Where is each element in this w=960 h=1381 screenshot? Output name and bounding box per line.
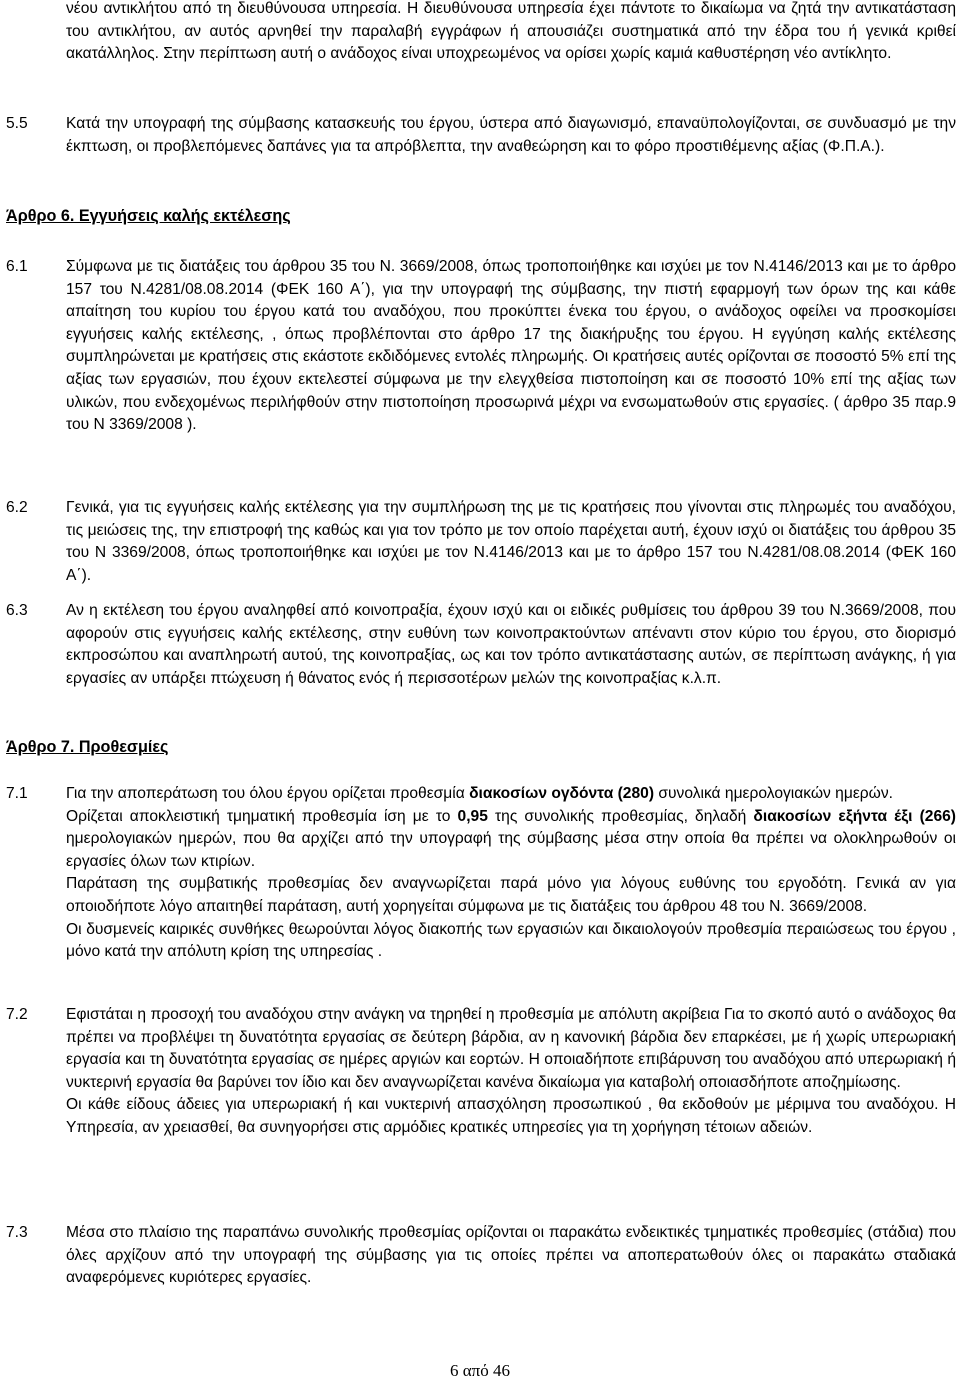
section-text: Κατά την υπογραφή της σύμβασης κατασκευής του έργου, ύστερα από διαγωνισμό, επαναϋπολογίζονται, σε συνδυασμό με την έκπτωση, οι προβλεπόμενες δαπάνες για τα απρόβλεπτα, την αναθεώρηση και το φόρο προστιθέμενης αξίας (Φ.Π.Α.). xyxy=(66,115,956,155)
paragraph xyxy=(66,806,956,874)
section-number: 5.5 xyxy=(6,115,28,132)
paragraph: Παράταση της συμβατικής προθεσμίας δεν αναγνωρίζεται παρά μόνο για λόγους ευθύνης του εργοδότη. Γενικά αν για οποιοδήποτε λόγο απαιτηθεί παράταση, αυτή χορηγείται σύμφωνα με τις διατάξεις του άρθρου 48 του Ν. 3669/2008. xyxy=(66,875,956,915)
section-text: Σύμφωνα με τις διατάξεις του άρθρου 35 του Ν. 3669/2008, όπως τροποποιήθηκε και ισχύει με τον Ν.4146/2013 και με το άρθρο 157 του Ν.4281/08.08.2014 (ΦΕΚ 160 Α΄), για την υπογραφή της σύμβασης, την πιστή εφαρμογή των όρων της και κάθε απαίτηση του κυρίου του έργου κατά του αναδόχου, που προκύπτει ένεκα του έργου, ο ανάδοχος οφείλει να προσκομίσει εγγυήσεις καλής εκτέλεσης, , όπως προβλέπονται στο άρθρο 17 της διακήρυξης του έργου. Η εγγύηση καλής εκτέλεσης συμπληρώνεται με κρατήσεις στις εκάστοτε εκδιδόμενες εντολές πληρωμής. Οι κρατήσεις αυτές ορίζονται σε ποσοστό 5% επί της αξίας των εργασιών, που έχουν εκτελεστεί σύμφωνα με την ελεγχθείσα πιστοποίηση και σε ποσοστό 10% επί της αξίας των υλικών, που ενδεχομένως περιλήφθούν στην πιστοποίηση προσωρινά μέχρι να ενσωματωθούν στις εργασίες. ( άρθρο 35 παρ.9 του Ν 3369/2008 ). xyxy=(66,258,956,434)
section-text: Αν η εκτέλεση του έργου αναληφθεί από κοινοπραξία, έχουν ισχύ και οι ειδικές ρυθμίσεις του άρθρου 39 του Ν.3669/2008, που αφορούν στις εγγυήσεις καλής εκτέλεσης, στην ευθύνη των κοινοπρακτούντων απέναντι στον κύριο του έργου, στο διορισμό εκπροσώπου και αναπληρωτή αυτού, της κοινοπραξίας, ως και τον τρόπο αντικατάστασης αυτών, σε περίπτωση ανάγκης, ή για εργασίες αν υπάρξει πτώχευση ή θάνατος ενός ή περισσοτέρων μελών της κοινοπραξίας κ.λ.π. xyxy=(66,602,956,687)
text-run: της συνολικής προθεσμίας, δηλαδή xyxy=(487,807,754,825)
article-6-title: Άρθρο 6. Εγγυήσεις καλής εκτέλεσης xyxy=(6,207,291,225)
paragraph xyxy=(66,783,956,806)
paragraph: Οι δυσμενείς καιρικές συνθήκες θεωρούνται λόγος διακοπής των εργασιών και δικαιολογούν προθεσμία περαιώσεως του έργου , μόνο κατά την απόλυτη κρίση της υπηρεσίας . xyxy=(66,920,956,961)
bold-text: 0,95 xyxy=(457,807,488,825)
section-number: 7.1 xyxy=(6,785,28,802)
section-number: 7.2 xyxy=(6,1006,28,1023)
article-7-title: Άρθρο 7. Προθεσμίες xyxy=(6,738,169,756)
section-7-3 xyxy=(6,1222,956,1290)
text-run: ημερολογιακών ημερών, που θα αρχίζει από την υπογραφή της σύμβασης μέσα στην οποία θα πρέπει να ολοκληρωθούν οι εργασίες όλων των κτιρίων. xyxy=(66,830,956,870)
section-number: 6.3 xyxy=(6,602,28,619)
section-number: 7.3 xyxy=(6,1224,28,1241)
section-text: Γενικά, για τις εγγυήσεις καλής εκτέλεσης για την συμπλήρωση της με τις κρατήσεις που γίνονται στις πληρωμές του αναδόχου, τις μειώσεις της, την επιστροφή της καθώς και για τον τρόπο με τον οποίο παρέχεται αυτή, έχουν ισχύ οι διατάξεις του άρθρου 35 του Ν 3369/2008, όπως τροποποιήθηκε και ισχύει με τον Ν.4146/2013 και με το άρθρο 157 του Ν.4281/08.08.2014 (ΦΕΚ 160 Α΄). xyxy=(66,499,956,584)
paragraph: Εφιστάται η προσοχή του αναδόχου στην ανάγκη να τηρηθεί η προθεσμία με απόλυτη ακρίβεια Για το σκοπό αυτό ο ανάδοχος θα πρέπει να προβλέψει τη δυνατότητα εργασίας σε δεύτερη βάρδια, αν η κανονική βάρδια δεν επαρκέσει, με ή χωρίς υπερωριακή εργασία και τη δυνατότητα εργασίας σε ημέρες αργιών και εορτών. Η οποιαδήποτε επιβάρυνση του αναδόχου από υπερωριακή ή νυκτερινή εργασία θα βαρύνει τον ίδιο και δεν αναγνωρίζεται κανένα δικαίωμα για καταβολή οποιασδήποτε αποζημίωσης. xyxy=(66,1006,956,1091)
text-run: Ορίζεται αποκλειστική τμηματική προθεσμία ίση με το xyxy=(66,807,458,825)
section-6-2 xyxy=(6,497,956,587)
section-5-5 xyxy=(6,113,956,158)
paragraph: Οι κάθε είδους άδειες για υπερωριακή ή και νυκτερινή απασχόληση προσωπικού , θα εκδοθούν με μέριμνα του αναδόχου. Η Υπηρεσία, αν χρειασθεί, θα συνηγορήσει στις αρμόδιες κρατικές υπηρεσίες για τη χορήγηση τέτοιων αδειών. xyxy=(66,1096,956,1136)
section-text xyxy=(66,1004,956,1140)
page-number: 6 από 46 xyxy=(450,1361,510,1380)
text-run: συνολικά ημερολογιακών ημερών. xyxy=(654,785,893,802)
text-run: Για την αποπεράτωση του όλου έργου ορίζεται προθεσμία xyxy=(66,785,470,802)
section-text xyxy=(66,783,956,964)
section-number: 6.1 xyxy=(6,258,28,275)
section-6-3 xyxy=(6,600,956,690)
section-7-2 xyxy=(6,1004,956,1140)
bold-text: διακοσίων ογδόντα (280) xyxy=(469,785,655,802)
intro-paragraph: νέου αντικλήτου από τη διευθύνουσα υπηρεσία. Η διευθύνουσα υπηρεσία έχει πάντοτε το δικαίωμα να ζητά την αντικατάσταση του αντικλήτου, αν αυτός αρνηθεί την παραλαβή εγγράφων ή απουσιάζει συστηματικά από την έδρα του ή γενικά κριθεί ακατάλληλος. Στην περίπτωση αυτή ο ανάδοχος είναι υποχρεωμένος να ορίσει χωρίς καμιά καθυστέρηση νέο αντίκλητο. xyxy=(66,0,956,63)
section-number: 6.2 xyxy=(6,499,28,516)
section-6-1 xyxy=(6,256,956,437)
section-7-1 xyxy=(6,783,956,964)
bold-text: διακοσίων εξήντα έξι (266) xyxy=(753,807,956,825)
section-text: Μέσα στο πλαίσιο της παραπάνω συνολικής προθεσμίας ορίζονται οι παρακάτω ενδεικτικές τμηματικές προθεσμίες (στάδια) που όλες αρχίζουν από την υπογραφή της σύμβασης για τις οποίες πρέπει να αποπερατωθούν όλες οι παρακάτω σταδιακά αναφερόμενες κυριότερες εργασίες. xyxy=(66,1224,956,1287)
